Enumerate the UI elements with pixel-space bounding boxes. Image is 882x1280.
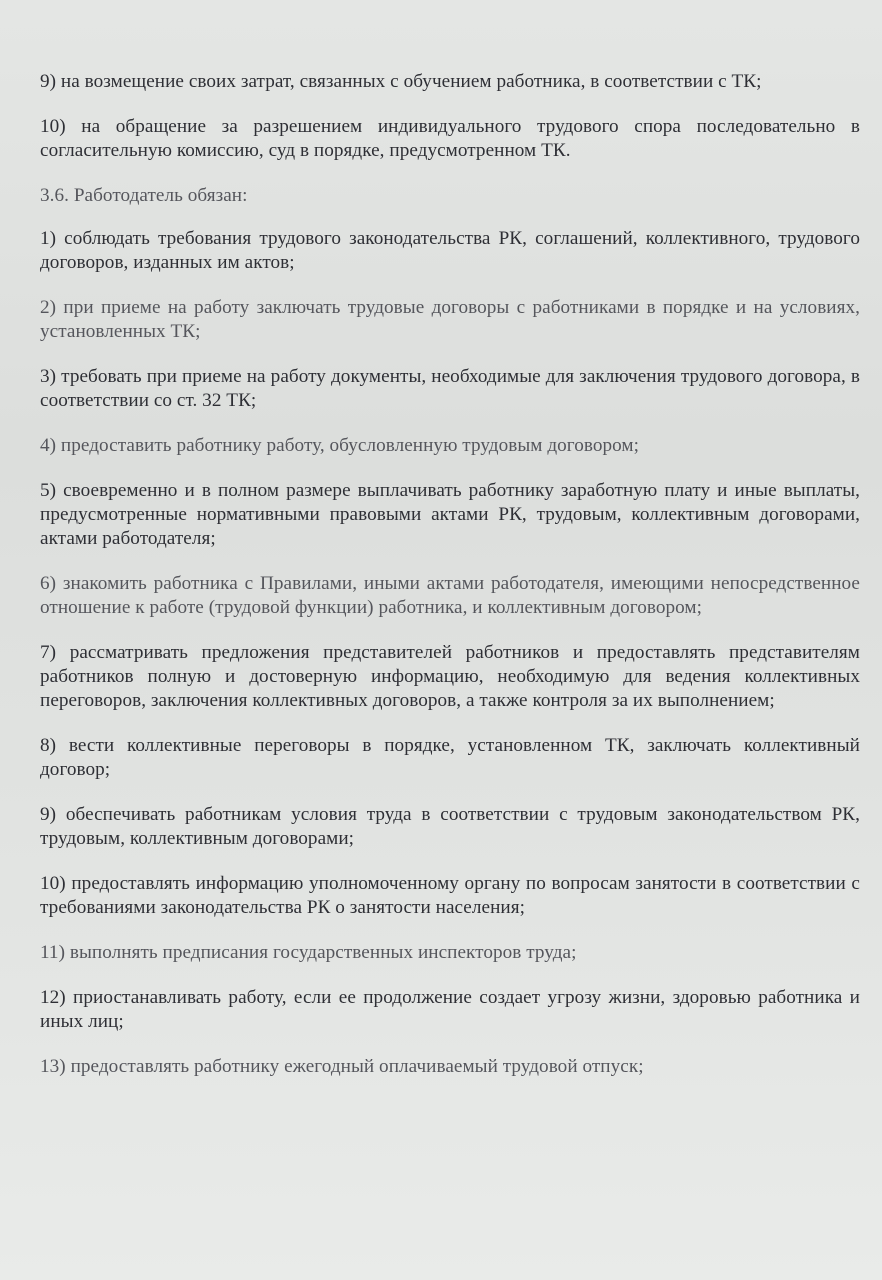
paragraph-duty-9: 9) обеспечивать работникам условия труда в соответствии с трудовым законодательством РК, трудовым, коллективным договорами; xyxy=(40,804,860,849)
paragraph-duty-8: 8) вести коллективные переговоры в порядке, установленном ТК, заключать коллективный договор; xyxy=(40,735,860,780)
paragraph-item-10-dispute: 10) на обращение за разрешением индивидуального трудового спора последовательно в согласительную комиссию, суд в порядке, предусмотренном ТК. xyxy=(40,116,860,161)
paragraph-duty-5: 5) своевременно и в полном размере выплачивать работнику заработную плату и иные выплаты, предусмотренные нормативными правовыми актами РК, трудовым, коллективным договорами, актами работодателя; xyxy=(40,480,860,549)
paragraph-duty-2: 2) при приеме на работу заключать трудовые договоры с работниками в порядке и на условиях, установленных ТК; xyxy=(40,297,860,342)
paragraph-duty-13: 13) предоставлять работнику ежегодный оплачиваемый трудовой отпуск; xyxy=(40,1056,644,1077)
paragraph-duty-3: 3) требовать при приеме на работу документы, необходимые для заключения трудового договора, в соответствии со ст. 32 ТК; xyxy=(40,366,860,411)
paragraph-duty-11: 11) выполнять предписания государственных инспекторов труда; xyxy=(40,942,577,963)
section-heading-3-6: 3.6. Работодатель обязан: xyxy=(40,185,248,206)
paragraph-duty-6: 6) знакомить работника с Правилами, иными актами работодателя, имеющими непосредственное отношение к работе (трудовой функции) работника, и коллективным договором; xyxy=(40,573,860,618)
paragraph-duty-10: 10) предоставлять информацию уполномоченному органу по вопросам занятости в соответствии с требованиями законодательства РК о занятости населения; xyxy=(40,873,860,918)
paragraph-duty-7: 7) рассматривать предложения представителей работников и предоставлять представителям работников полную и достоверную информацию, необходимую для ведения коллективных переговоров, заключения коллективных договоров, а также контроля за их выполнением; xyxy=(40,642,860,711)
paragraph-item-9-compensation: 9) на возмещение своих затрат, связанных с обучением работника, в соответствии с ТК; xyxy=(40,71,762,92)
paragraph-duty-12: 12) приостанавливать работу, если ее продолжение создает угрозу жизни, здоровью работника и иных лиц; xyxy=(40,987,860,1032)
paragraph-duty-1: 1) соблюдать требования трудового законодательства РК, соглашений, коллективного, трудового договоров, изданных им актов; xyxy=(40,228,860,273)
paragraph-duty-4: 4) предоставить работнику работу, обусловленную трудовым договором; xyxy=(40,435,640,456)
